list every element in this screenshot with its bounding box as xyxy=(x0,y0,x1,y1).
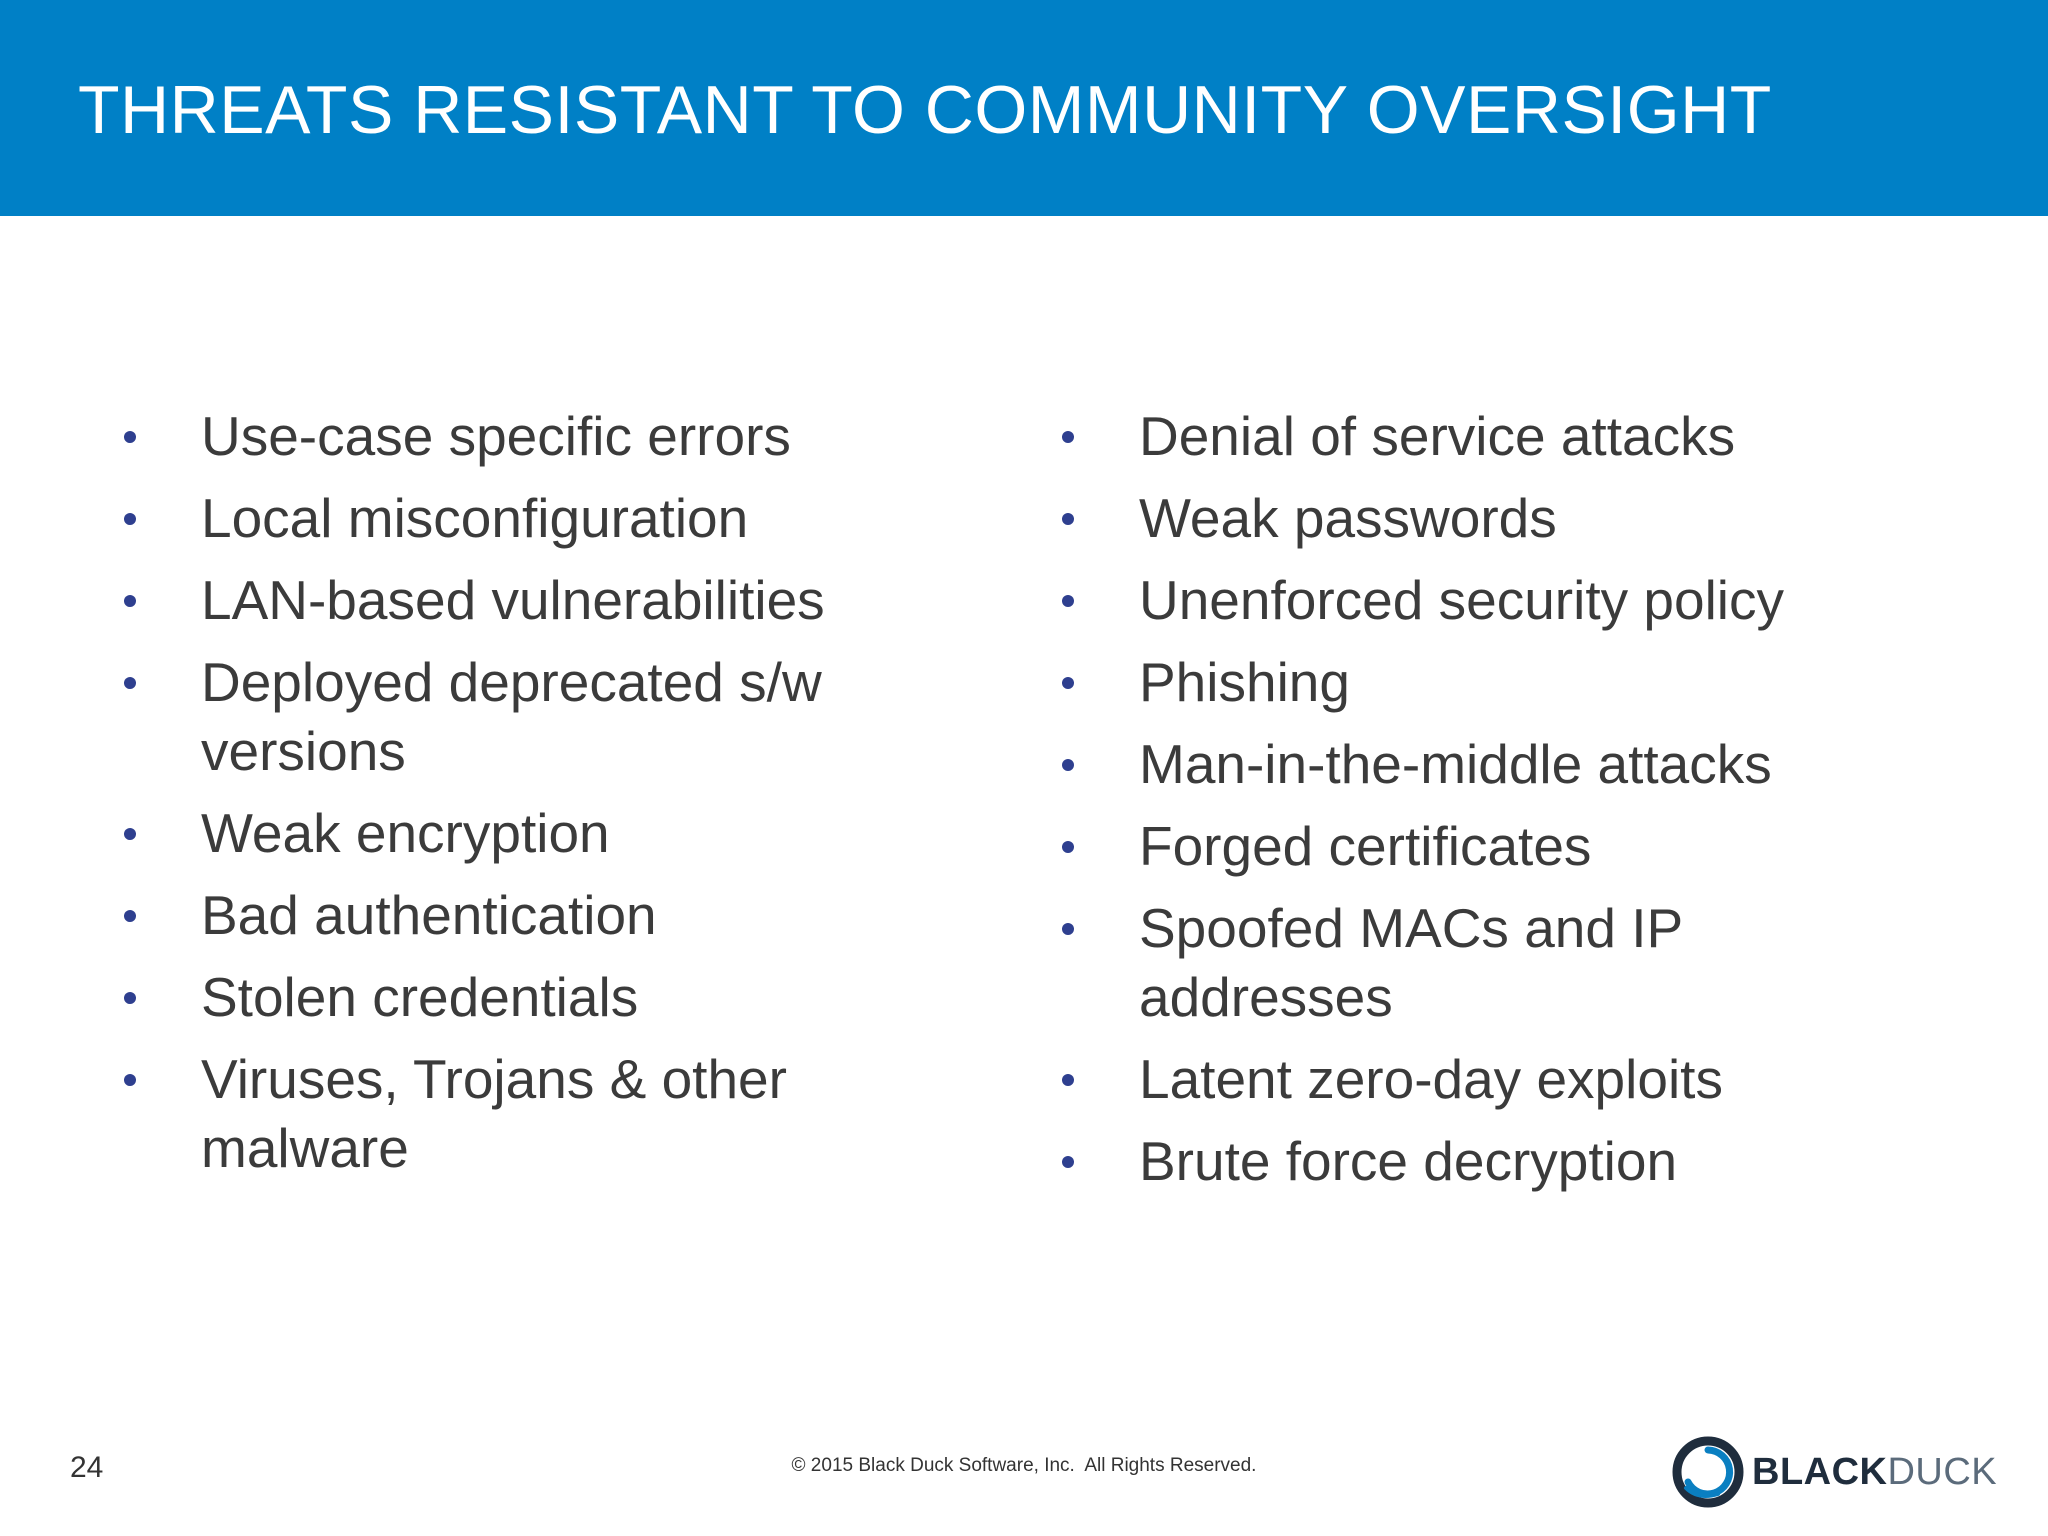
bullet-dot-icon xyxy=(1062,431,1074,443)
bullet-item xyxy=(118,402,918,471)
bullet-dot-icon xyxy=(1062,841,1074,853)
bullet-dot-icon xyxy=(124,828,136,840)
copyright-notice: © 2015 Black Duck Software, Inc. All Rights Reserved. xyxy=(791,1455,1257,1476)
right-bullet-list xyxy=(1056,402,1956,1209)
bullet-dot-icon xyxy=(1062,759,1074,771)
bullet-dot-icon xyxy=(124,595,136,607)
bullet-text: Denial of service attacks xyxy=(1139,405,1736,467)
bullet-item xyxy=(1056,894,1789,1032)
bullet-dot-icon xyxy=(1062,1074,1074,1086)
bullet-text: Deployed deprecated s/w versions xyxy=(201,651,822,782)
logo-word-black: BLACK xyxy=(1752,1451,1888,1493)
bullet-text: Use-case specific errors xyxy=(201,405,791,467)
bullet-item xyxy=(118,1045,891,1183)
bullet-dot-icon xyxy=(1062,513,1074,525)
bullet-item xyxy=(118,648,851,786)
bullet-item xyxy=(118,566,918,635)
bullet-text: Viruses, Trojans & other malware xyxy=(201,1048,787,1179)
logo-word-duck: DUCK xyxy=(1887,1451,1998,1493)
bullet-text: Weak encryption xyxy=(201,802,610,864)
bullet-text: Unenforced security policy xyxy=(1139,569,1785,631)
bullet-text: Spoofed MACs and IP addresses xyxy=(1139,897,1683,1028)
bullet-dot-icon xyxy=(124,910,136,922)
left-bullet-list xyxy=(118,402,918,1196)
bullet-dot-icon xyxy=(124,677,136,689)
bullet-item xyxy=(118,963,918,1032)
bullet-dot-icon xyxy=(1062,595,1074,607)
bullet-dot-icon xyxy=(1062,923,1074,935)
bullet-item xyxy=(1056,1045,1956,1114)
bullet-dot-icon xyxy=(1062,1156,1074,1168)
bullet-dot-icon xyxy=(124,992,136,1004)
bullet-item xyxy=(1056,566,1956,635)
bullet-item xyxy=(1056,1127,1956,1196)
bullet-item xyxy=(118,799,918,868)
bullet-item xyxy=(118,881,918,950)
bullet-text: Local misconfiguration xyxy=(201,487,749,549)
bullet-item xyxy=(1056,730,1956,799)
bullet-dot-icon xyxy=(1062,677,1074,689)
bullet-item xyxy=(1056,484,1956,553)
bullet-text: Brute force decryption xyxy=(1139,1130,1678,1192)
logo-inner-arc xyxy=(1688,1450,1730,1494)
bullet-text: Stolen credentials xyxy=(201,966,639,1028)
bullet-item xyxy=(1056,648,1956,717)
bullet-text: Phishing xyxy=(1139,651,1350,713)
bullet-item xyxy=(118,484,918,553)
company-logo xyxy=(1672,1436,1997,1508)
black-duck-logo-icon xyxy=(1672,1436,1744,1508)
title-bar xyxy=(0,0,2048,216)
bullet-dot-icon xyxy=(124,431,136,443)
page-number: 24 xyxy=(70,1451,104,1484)
bullet-text: LAN-based vulnerabilities xyxy=(201,569,825,631)
bullet-text: Bad authentication xyxy=(201,884,657,946)
bullet-dot-icon xyxy=(124,1074,136,1086)
bullet-text: Latent zero-day exploits xyxy=(1139,1048,1723,1110)
bullet-text: Forged certificates xyxy=(1139,815,1592,877)
bullet-text: Man-in-the-middle attacks xyxy=(1139,733,1772,795)
bullet-item xyxy=(1056,812,1956,881)
bullet-item xyxy=(1056,402,1956,471)
bullet-text: Weak passwords xyxy=(1139,487,1557,549)
bullet-dot-icon xyxy=(124,513,136,525)
slide-title: THREATS RESISTANT TO COMMUNITY OVERSIGHT xyxy=(78,72,1772,148)
logo-wordmark xyxy=(1752,1450,1997,1494)
